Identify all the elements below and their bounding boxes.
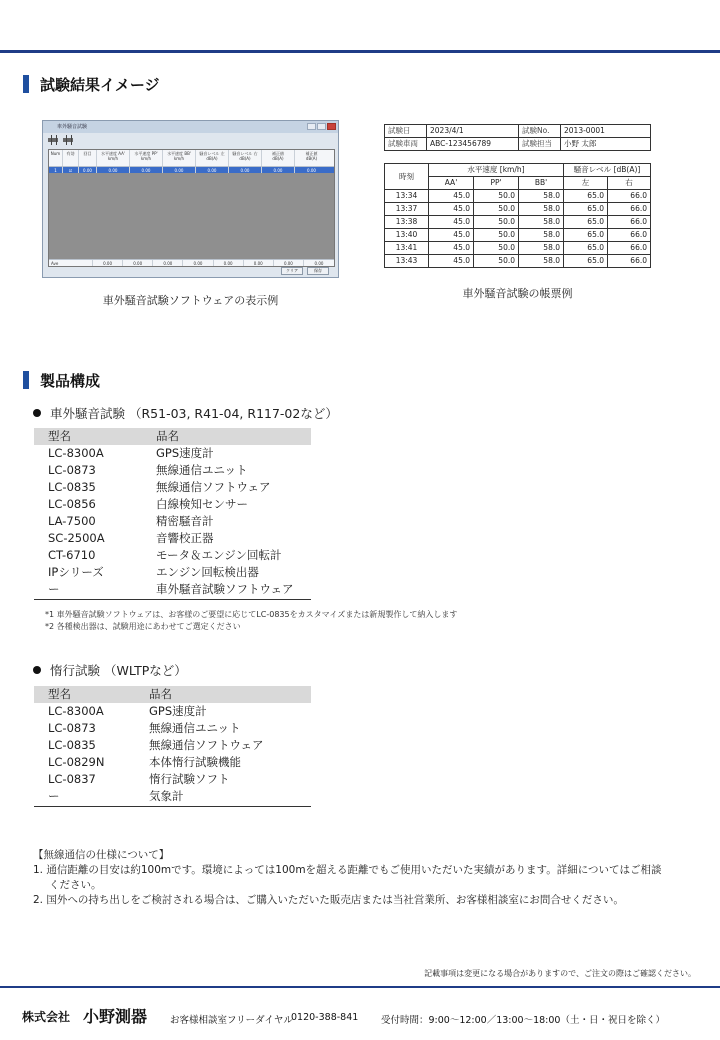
- grid-header-cell: 回目: [79, 150, 97, 166]
- footnote-1: *1 車外騒音試験ソフトウェアは、お客様のご要望に応じてLC-0835をカスタマイズまたは新規製作して納入します: [45, 610, 458, 619]
- name-cell: エンジン回転検出器: [156, 565, 259, 579]
- pp-cell: 50.0: [474, 242, 519, 255]
- dial-label: お客様相談室フリーダイヤル: [170, 1015, 293, 1026]
- aa-header: AA': [429, 177, 474, 190]
- dial-number: 0120-388-841: [291, 1012, 359, 1023]
- speed-header: 水平速度 [km/h]: [429, 164, 564, 177]
- report-caption: 車外騒音試験の帳票例: [462, 287, 573, 300]
- left-cell: 65.0: [564, 190, 608, 203]
- bb-cell: 58.0: [519, 216, 564, 229]
- right-cell: 66.0: [608, 255, 651, 268]
- model-cell: LC-8300A: [48, 704, 104, 718]
- left-cell: 65.0: [564, 242, 608, 255]
- table-row: [34, 564, 311, 581]
- right-header: 右: [608, 177, 651, 190]
- table-row: [34, 479, 311, 496]
- name-cell: 惰行試験ソフト: [149, 772, 230, 786]
- section-marker: [23, 371, 29, 389]
- table-row: [34, 513, 311, 530]
- table-row: [34, 462, 311, 479]
- table-header: [34, 428, 311, 445]
- grid-checkbox[interactable]: ☑: [63, 167, 79, 173]
- aa-cell: 45.0: [429, 255, 474, 268]
- table-row: [34, 737, 311, 754]
- report-row: [385, 229, 651, 242]
- name-cell: 白線検知センサー: [156, 497, 248, 511]
- wireless-item-1-cont: ください。: [49, 879, 102, 891]
- exterior-heading: [33, 404, 338, 422]
- col-name: 品名: [149, 687, 172, 701]
- table-bottom-rule: [34, 806, 311, 807]
- model-cell: LC-0873: [48, 721, 96, 735]
- model-cell: ー: [48, 789, 60, 803]
- model-cell: ー: [48, 582, 60, 596]
- bottom-rule: [0, 986, 720, 988]
- model-cell: LC-0873: [48, 463, 96, 477]
- noise-header: 騒音レベル [dB(A)]: [564, 164, 651, 177]
- footnote-2: *2 各種検出器は、試験用途にあわせてご選定ください: [45, 622, 241, 631]
- bullet-icon: [33, 409, 41, 417]
- clear-button[interactable]: クリア: [281, 267, 303, 275]
- vehicle-value: ABC-123456789: [427, 138, 519, 151]
- grid-cell: 0.00: [163, 167, 196, 173]
- aa-cell: 45.0: [429, 203, 474, 216]
- business-hours: 受付時間：9:00～12:00／13:00～18:00（土・日・祝日を除く）: [381, 1015, 665, 1026]
- average-cell: 0.00: [123, 260, 153, 266]
- name-cell: 無線通信ソフトウェア: [156, 480, 271, 494]
- exterior-product-table: [34, 428, 311, 600]
- bullet-icon: [33, 666, 41, 674]
- model-cell: LC-0835: [48, 738, 96, 752]
- average-cell: 0.00: [183, 260, 213, 266]
- grid-cell: 0.00: [130, 167, 163, 173]
- company-prefix: 株式会社: [22, 1010, 71, 1024]
- window-controls: [307, 123, 336, 130]
- no-value: 2013-0001: [561, 125, 651, 138]
- aa-cell: 45.0: [429, 216, 474, 229]
- grid-header-cell: 水平速度 BB' km/h: [163, 150, 196, 166]
- average-cell: 0.00: [314, 261, 324, 266]
- left-cell: 65.0: [564, 216, 608, 229]
- staff-value: 小野 太郎: [561, 138, 651, 151]
- model-cell: LA-7500: [48, 514, 96, 528]
- staff-label: 試験担当: [519, 138, 561, 151]
- section-marker: [23, 75, 29, 93]
- no-label: 試験No.: [519, 125, 561, 138]
- time-cell: 13:34: [385, 190, 429, 203]
- table-row: [34, 754, 311, 771]
- grid-cell: 0.00: [229, 167, 262, 173]
- toolbar: [48, 135, 73, 147]
- pp-cell: 50.0: [474, 229, 519, 242]
- report-row: [385, 190, 651, 203]
- bb-header: BB': [519, 177, 564, 190]
- software-window: [42, 120, 339, 278]
- grid-cell: 0.00: [79, 167, 97, 173]
- wireless-item-2: 2. 国外への持ち出しをご検討される場合は、ご購入いただいた販売店または当社営業所、お客様相談室にお問合せください。: [33, 894, 624, 906]
- bb-cell: 58.0: [519, 255, 564, 268]
- name-cell: 車外騒音試験ソフトウェア: [156, 582, 294, 596]
- grid-cell: 0.00: [307, 168, 316, 173]
- pp-cell: 50.0: [474, 190, 519, 203]
- wireless-heading: 【無線通信の仕様について】: [33, 849, 170, 861]
- grid-cell: 0.00: [196, 167, 229, 173]
- section-title-products: 製品構成: [40, 372, 101, 390]
- aa-cell: 45.0: [429, 190, 474, 203]
- model-cell: LC-0856: [48, 497, 96, 511]
- pp-cell: 50.0: [474, 216, 519, 229]
- report-row: [385, 203, 651, 216]
- name-cell: 無線通信ソフトウェア: [149, 738, 264, 752]
- report-info-table: [384, 124, 651, 151]
- model-cell: LC-0835: [48, 480, 96, 494]
- settings-icon[interactable]: [63, 135, 73, 147]
- save-button[interactable]: 保存: [307, 267, 329, 275]
- name-cell: 本体惰行試験機能: [149, 755, 241, 769]
- model-cell: LC-8300A: [48, 446, 104, 460]
- table-row: [34, 720, 311, 737]
- exterior-heading-text: 車外騒音試験 （R51-03, R41-04, R117-02など）: [50, 406, 338, 421]
- table-row: [34, 581, 311, 598]
- right-cell: 66.0: [608, 203, 651, 216]
- close-icon[interactable]: [327, 123, 336, 130]
- pp-cell: 50.0: [474, 255, 519, 268]
- table-header: [34, 686, 311, 703]
- average-cell: 0.00: [153, 260, 183, 266]
- grid-cell: 0.00: [97, 167, 130, 173]
- grid-header-cell: 騒音レベル 右 dB(A): [229, 150, 262, 166]
- report-data-table: [384, 163, 651, 268]
- data-grid: [48, 149, 335, 267]
- coast-heading: [33, 661, 187, 679]
- report-row: [385, 255, 651, 268]
- table-row: [34, 771, 311, 788]
- time-header: 時刻: [385, 164, 429, 190]
- grid-header-cell: 有効: [63, 150, 79, 166]
- time-cell: 13:43: [385, 255, 429, 268]
- left-cell: 65.0: [564, 255, 608, 268]
- grid-header-cell: 補正値 dB(A): [262, 150, 295, 166]
- bb-cell: 58.0: [519, 229, 564, 242]
- maximize-icon[interactable]: [317, 123, 326, 130]
- time-cell: 13:40: [385, 229, 429, 242]
- grid-header: [49, 150, 334, 167]
- top-rule: [0, 50, 720, 53]
- name-cell: GPS速度計: [156, 446, 214, 460]
- wireless-item-1: 1. 通信距離の目安は約100mです。環境によっては100mを超える距離でもご使用いただいた実績があります。詳細についてはご相談: [33, 864, 662, 876]
- bb-cell: 58.0: [519, 190, 564, 203]
- measure-icon[interactable]: [48, 135, 58, 147]
- software-caption: 車外騒音試験ソフトウェアの表示例: [102, 294, 279, 307]
- section-title-results: 試験結果イメージ: [40, 76, 160, 94]
- model-cell: LC-0837: [48, 772, 96, 786]
- model-cell: IPシリーズ: [48, 565, 104, 579]
- left-cell: 65.0: [564, 229, 608, 242]
- pp-header: PP': [474, 177, 519, 190]
- table-row: [34, 445, 311, 462]
- name-cell: GPS速度計: [149, 704, 207, 718]
- grid-cell: 1: [49, 167, 63, 173]
- date-value: 2023/4/1: [427, 125, 519, 138]
- right-cell: 66.0: [608, 242, 651, 255]
- average-label: Ave: [49, 260, 93, 266]
- company-name: 小野測器: [83, 1007, 148, 1026]
- coast-heading-text: 惰行試験 （WLTPなど）: [50, 663, 187, 678]
- right-cell: 66.0: [608, 229, 651, 242]
- average-cell: 0.00: [274, 260, 304, 266]
- report-row: [385, 216, 651, 229]
- table-row: [34, 530, 311, 547]
- table-row: [34, 496, 311, 513]
- table-row: [34, 703, 311, 720]
- right-cell: 66.0: [608, 216, 651, 229]
- name-cell: 音響校正器: [156, 531, 214, 545]
- report-row: [385, 242, 651, 255]
- time-cell: 13:38: [385, 216, 429, 229]
- bb-cell: 58.0: [519, 203, 564, 216]
- average-cell: 0.00: [214, 260, 244, 266]
- wireless-notes: [33, 848, 683, 908]
- grid-average-row: [49, 259, 334, 266]
- average-cell: 0.00: [244, 260, 274, 266]
- bb-cell: 58.0: [519, 242, 564, 255]
- left-cell: 65.0: [564, 203, 608, 216]
- window-title: 車外騒音試験: [43, 121, 338, 133]
- right-cell: 66.0: [608, 190, 651, 203]
- col-model: 型名: [48, 429, 71, 443]
- table-row: [34, 547, 311, 564]
- grid-header-cell: 水平速度 PP' km/h: [130, 150, 163, 166]
- table-bottom-rule: [34, 599, 311, 600]
- aa-cell: 45.0: [429, 242, 474, 255]
- col-name: 品名: [156, 429, 179, 443]
- name-cell: モータ＆エンジン回転計: [156, 548, 282, 562]
- name-cell: 無線通信ユニット: [149, 721, 241, 735]
- coast-product-table: [34, 686, 311, 807]
- aa-cell: 45.0: [429, 229, 474, 242]
- model-cell: CT-6710: [48, 548, 96, 562]
- left-header: 左: [564, 177, 608, 190]
- name-cell: 精密騒音計: [156, 514, 214, 528]
- grid-header-cell: Num: [49, 150, 63, 166]
- name-cell: 無線通信ユニット: [156, 463, 248, 477]
- time-cell: 13:37: [385, 203, 429, 216]
- date-label: 試験日: [385, 125, 427, 138]
- grid-header-cell: 補正値 dB(A): [305, 151, 318, 161]
- average-cell: 0.00: [93, 260, 123, 266]
- minimize-icon[interactable]: [307, 123, 316, 130]
- vehicle-label: 試験車両: [385, 138, 427, 151]
- grid-header-cell: 騒音レベル 左 dB(A): [196, 150, 229, 166]
- col-model: 型名: [48, 687, 71, 701]
- model-cell: SC-2500A: [48, 531, 105, 545]
- model-cell: LC-0829N: [48, 755, 105, 769]
- grid-header-cell: 水平速度 AA' km/h: [97, 150, 130, 166]
- grid-row-selected[interactable]: [49, 167, 334, 173]
- table-row: [34, 788, 311, 805]
- pp-cell: 50.0: [474, 203, 519, 216]
- time-cell: 13:41: [385, 242, 429, 255]
- change-notice: 記載事項は変更になる場合がありますので、ご注文の際はご確認ください。: [424, 969, 696, 978]
- grid-cell: 0.00: [262, 167, 295, 173]
- name-cell: 気象計: [149, 789, 184, 803]
